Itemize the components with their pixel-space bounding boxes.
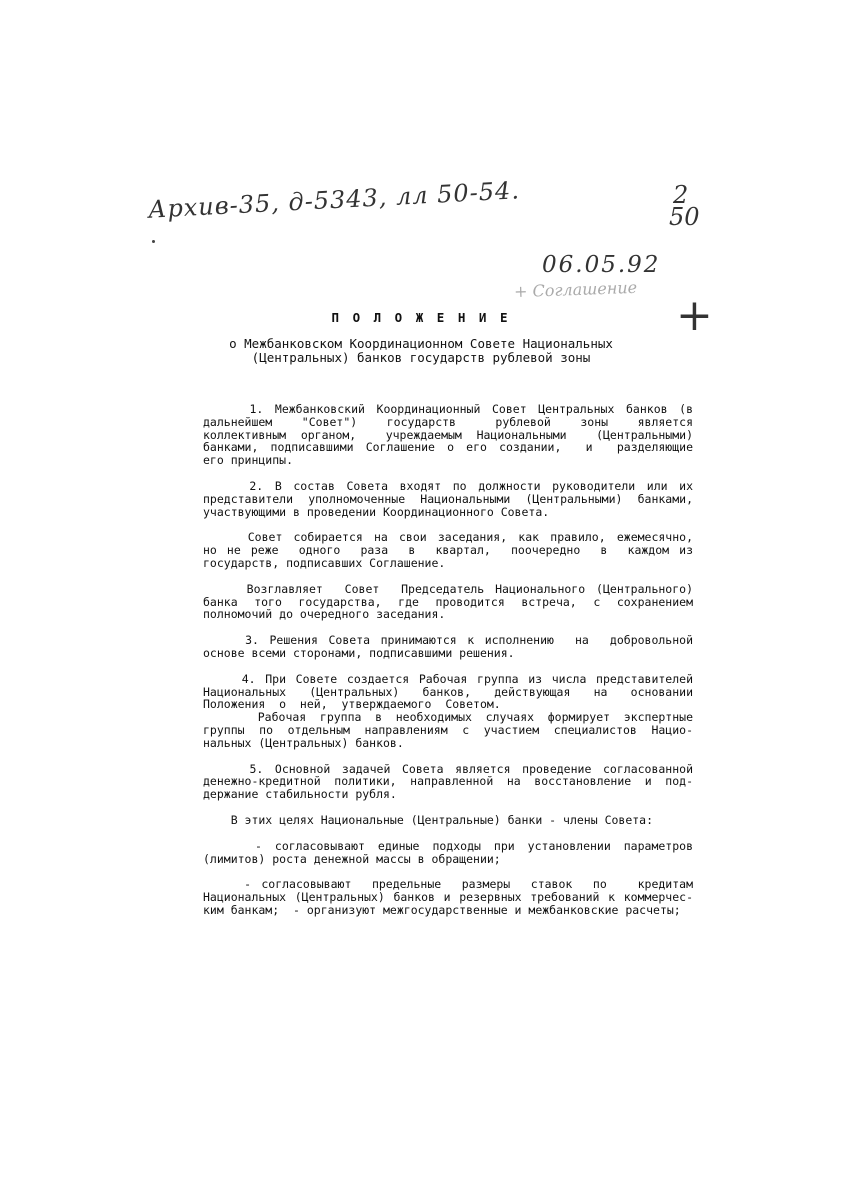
paragraph-line: но не реже одного раза в квартал, поочередно в каждом из xyxy=(203,543,693,558)
paragraph-line: В этих целях Национальные (Центральные) банки - члены Совета: xyxy=(203,812,654,827)
paragraph-line: 1. Межбанковский Координационный Совет Центральных банков (в xyxy=(203,402,693,416)
paragraph xyxy=(203,634,693,660)
paragraph-line: банка того государства, где проводится встреча, с сохранением xyxy=(203,594,693,609)
document-body xyxy=(203,403,693,930)
paragraph-line: 2. В состав Совета входят по должности руководители или их xyxy=(203,478,693,493)
paragraph-line: нальных (Центральных) банков. xyxy=(203,735,404,750)
paragraph-line: - согласовывают единые подходы при установлении параметров xyxy=(203,838,693,853)
faint-note-handwritten: + Соглашение xyxy=(513,277,638,302)
paragraph-line: дальнейшем "Совет") государств рублевой зоны является xyxy=(203,414,693,429)
document-subtitle xyxy=(0,337,842,365)
archive-reference-handwritten: Архив-35, д-5343, лл 50-54. xyxy=(147,176,521,224)
paragraph-line: Рабочая группа в необходимых случаях формирует экспертные xyxy=(203,710,693,725)
paragraph xyxy=(203,814,693,827)
date-handwritten: 06.05.92 xyxy=(542,252,661,278)
paragraph-line: группы по отдельным направлениям с участием специалистов Нацио- xyxy=(203,722,693,737)
paragraph-line: Возглавляет Совет Председатель Национального (Центрального) xyxy=(203,581,693,596)
paragraph-line: 4. При Совете создается Рабочая группа из числа представителей xyxy=(203,671,693,686)
paragraph-line: Совет собирается на свои заседания, как правило, ежемесячно, xyxy=(203,530,693,545)
paragraph xyxy=(203,583,693,621)
paragraph-line: Положения о ней, утверждаемого Советом. xyxy=(203,697,501,712)
paragraph-line: представители уполномоченные Национальными (Центральными) банками, xyxy=(203,491,693,506)
paragraph xyxy=(203,403,693,467)
cross-mark-handwritten: + xyxy=(676,290,713,341)
paragraph xyxy=(203,711,693,749)
subtitle-line: о Межбанковском Координационном Совете Национальных xyxy=(229,336,613,351)
paragraph xyxy=(203,480,693,518)
paragraph-line: ким банкам; - организуют межгосударственные и межбанковские расчеты; xyxy=(203,902,681,917)
paragraph-line: банками, подписавшими Соглашение о его создании, и разделяющие xyxy=(203,440,693,455)
paragraph-line: государств, подписавших Соглашение. xyxy=(203,555,446,570)
paragraph-line: - согласовывают предельные размеры ставок по кредитам xyxy=(203,877,693,892)
paragraph xyxy=(203,531,693,569)
paragraph-line: денежно-кредитной политики, направленной на восстановление и под- xyxy=(203,774,693,789)
page-number-top-handwritten: 2 xyxy=(673,181,689,209)
paragraph-line: Национальных (Центральных) банков и резервных требований к коммерчес- xyxy=(203,890,693,905)
paragraph-line: полномочий до очередного заседания. xyxy=(203,607,446,622)
paragraph-line: коллективным органом, учреждаемым Национальными (Центральными) xyxy=(203,427,693,442)
paragraph xyxy=(203,878,693,916)
page-number-bottom-handwritten: 50 xyxy=(669,203,700,231)
paragraph-line: Национальных (Центральных) банков, действующая на основании xyxy=(203,684,693,699)
paragraph xyxy=(203,673,693,711)
paragraph-line: (лимитов) роста денежной массы в обращении; xyxy=(203,851,501,866)
stray-dot-mark xyxy=(152,240,155,243)
paragraph-line: участвующими в проведении Координационного Совета. xyxy=(203,504,550,519)
paragraph xyxy=(203,840,693,866)
document-title: П О Л О Ж Е Н И Е xyxy=(331,310,511,325)
paragraph-line: 3. Решения Совета принимаются к исполнению на добровольной xyxy=(203,633,693,648)
subtitle-line: (Центральных) банков государств рублевой зоны xyxy=(251,350,591,365)
paragraph-line: его принципы. xyxy=(203,453,294,468)
paragraph xyxy=(203,763,693,801)
paragraph-line: 5. Основной задачей Совета является проведение согласованной xyxy=(203,761,693,776)
paragraph-line: основе всеми сторонами, подписавшими решения. xyxy=(203,645,515,660)
paragraph-line: держание стабильности рубля. xyxy=(203,787,397,802)
